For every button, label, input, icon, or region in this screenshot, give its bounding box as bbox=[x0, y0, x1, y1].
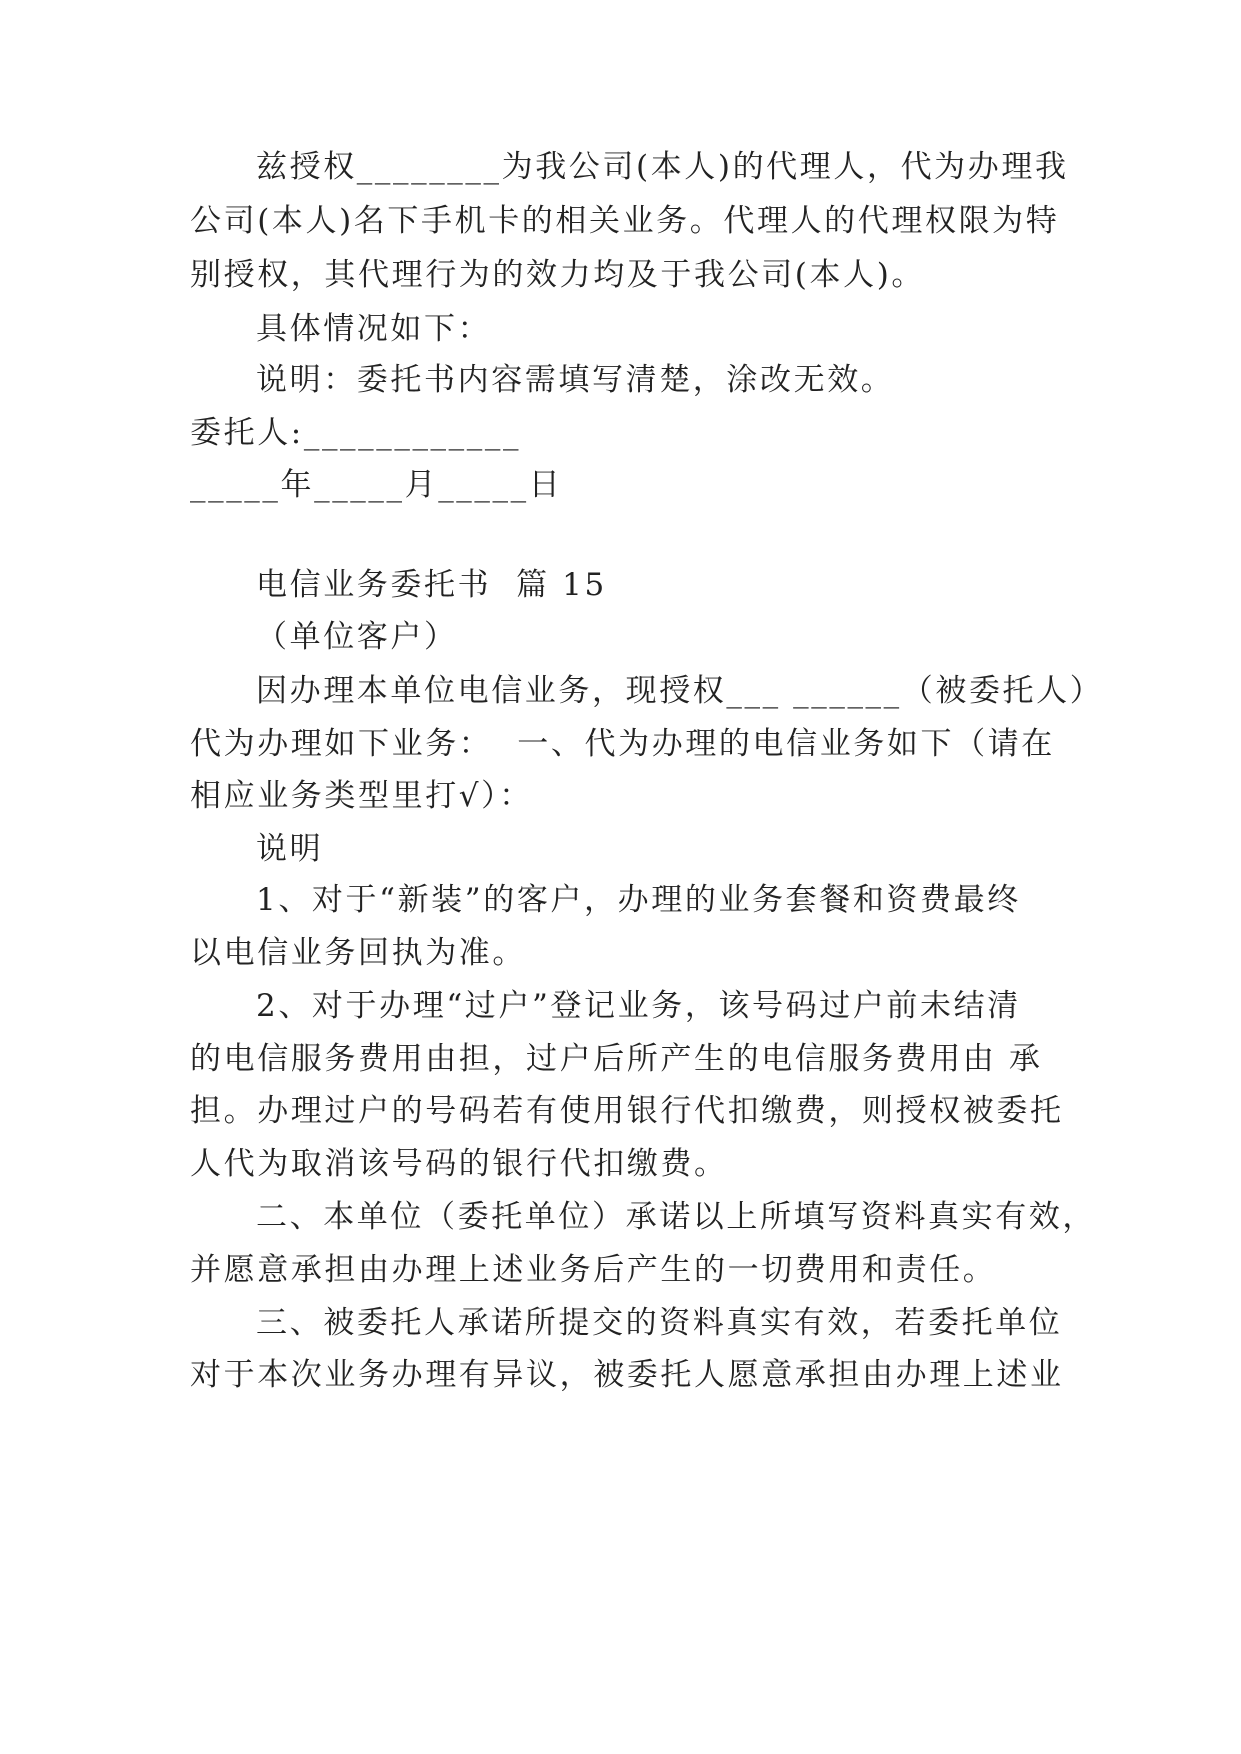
section-subheading: （单位客户） bbox=[256, 619, 458, 655]
item2-line-4: 人代为取消该号码的银行代扣缴费。 bbox=[190, 1146, 728, 1182]
item2-line-2: 的电信服务费用由担，过户后所产生的电信服务费用由 承 bbox=[190, 1041, 1043, 1077]
intro-line-2: 代为办理如下业务： 一、代为办理的电信业务如下（请在 bbox=[190, 726, 1055, 762]
item4-line-1: 三、被委托人承诺所提交的资料真实有效，若委托单位 bbox=[256, 1305, 1063, 1341]
authorization-line-1: 兹授权________为我公司(本人)的代理人，代为办理我 bbox=[256, 149, 1069, 185]
item3-line-2: 并愿意承担由办理上述业务后产生的一切费用和责任。 bbox=[190, 1252, 997, 1288]
date-line: _____年_____月_____日 bbox=[190, 467, 563, 503]
item2-line-3: 担。办理过户的号码若有使用银行代扣缴费，则授权被委托 bbox=[190, 1093, 1064, 1129]
authorization-line-3: 别授权，其代理行为的效力均及于我公司(本人)。 bbox=[190, 257, 925, 293]
item4-line-2: 对于本次业务办理有异议，被委托人愿意承担由办理上述业 bbox=[190, 1357, 1064, 1393]
situation-line: 具体情况如下： bbox=[256, 311, 492, 347]
intro-line-3: 相应业务类型里打√）： bbox=[190, 778, 533, 814]
principal-signature-line: 委托人:____________ bbox=[190, 415, 522, 451]
intro-line-1: 因办理本单位电信业务，现授权___ ______（被委托人） bbox=[256, 673, 1104, 709]
authorization-line-2: 公司(本人)名下手机卡的相关业务。代理人的代理权限为特 bbox=[190, 203, 1060, 239]
section-heading: 电信业务委托书 篇 15 bbox=[256, 567, 607, 603]
item1-line-1: 1、对于“新装”的客户，办理的业务套餐和资费最终 bbox=[256, 882, 1021, 918]
item1-line-2: 以电信业务回执为准。 bbox=[190, 935, 526, 971]
note-title: 说明 bbox=[256, 831, 324, 867]
item2-line-1: 2、对于办理“过户”登记业务，该号码过户前未结清 bbox=[256, 988, 1021, 1024]
item3-line-1: 二、本单位（委托单位）承诺以上所填写资料真实有效， bbox=[256, 1199, 1096, 1235]
note-line: 说明：委托书内容需填写清楚，涂改无效。 bbox=[256, 362, 895, 398]
